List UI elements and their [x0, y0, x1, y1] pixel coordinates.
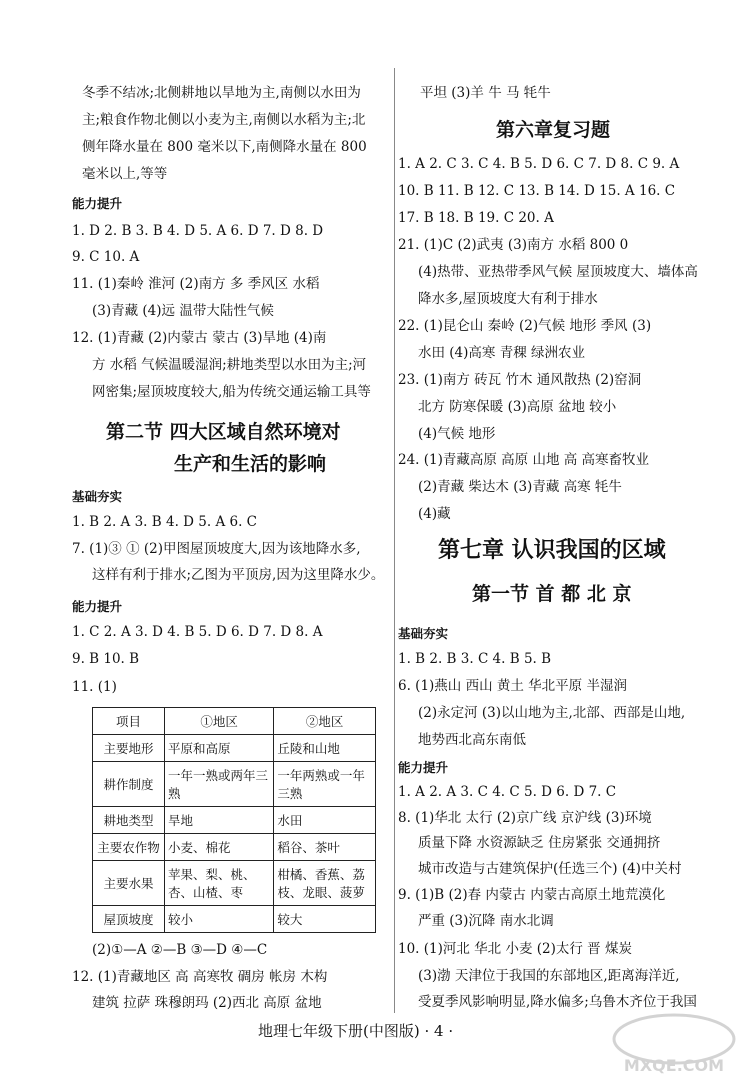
- answer-line: 方 水稻 气候温暖湿润;耕地类型以水田为主;河: [92, 357, 367, 373]
- answer-line: 17. B 18. B 19. C 20. A: [398, 210, 554, 226]
- section-title: 第一节 首 都 北 京: [472, 583, 632, 605]
- answer-line: 10. B 11. B 12. C 13. B 14. D 15. A 16. C: [398, 183, 676, 199]
- answer-line: 23. (1)南方 砖瓦 竹木 通风散热 (2)窑洞: [398, 372, 642, 388]
- table-cell: 较小: [164, 906, 273, 933]
- label-basic: 基础夯实: [72, 489, 123, 504]
- answer-line: 7. (1)③ ① (2)甲图屋顶坡度大,因为该地降水多,: [72, 541, 361, 557]
- answer-line: 9. B 10. B: [72, 651, 140, 667]
- answer-line: 地势西北高东南低: [418, 732, 526, 748]
- table-cell: 苹果、梨、桃、杏、山楂、枣: [164, 861, 273, 906]
- answer-line: 1. A 2. C 3. C 4. B 5. D 6. C 7. D 8. C 9. A: [398, 156, 680, 172]
- answer-line: (4)藏: [418, 506, 451, 522]
- page-footer: 地理七年级下册(中图版) · 4 ·: [258, 1022, 454, 1040]
- table-row: [93, 906, 376, 933]
- answer-line: 24. (1)青藏高原 高原 山地 高 高寒畜牧业: [398, 452, 650, 468]
- answer-line: 10. (1)河北 华北 小麦 (2)太行 晋 煤炭: [398, 941, 632, 957]
- answer-line: 1. C 2. A 3. D 4. B 5. D 6. D 7. D 8. A: [72, 624, 323, 640]
- text-line: 冬季不结冰;北侧耕地以旱地为主,南侧以水田为: [82, 85, 361, 101]
- table-cell: 柑橘、香蕉、荔枝、龙眼、菠萝: [274, 861, 376, 906]
- label-ability: 能力提升: [72, 196, 123, 211]
- answer-line: (2)青藏 柴达木 (3)青藏 高寒 牦牛: [418, 479, 622, 495]
- text-line: 主;粮食作物北侧以小麦为主,南侧以水稻为主;北: [82, 112, 366, 128]
- table-row: [93, 861, 376, 906]
- answer-line: 12. (1)青藏 (2)内蒙古 蒙古 (3)旱地 (4)南: [72, 330, 327, 346]
- table-cell: 较大: [274, 906, 376, 933]
- answer-line: 1. B 2. B 3. C 4. B 5. B: [398, 651, 552, 667]
- answer-line: 北方 防寒保暖 (3)高原 盆地 较小: [418, 399, 617, 415]
- answer-line: (3)青藏 (4)远 温带大陆性气候: [92, 303, 274, 319]
- answer-line: 1. D 2. B 3. B 4. D 5. A 6. D 7. D 8. D: [72, 223, 324, 239]
- answer-line: 8. (1)华北 太行 (2)京广线 京沪线 (3)环境: [398, 810, 652, 826]
- table-row: [93, 735, 376, 762]
- answer-line: 22. (1)昆仑山 秦岭 (2)气候 地形 季风 (3): [398, 318, 652, 334]
- section-title: 第二节 四大区域自然环境对: [106, 421, 341, 443]
- answer-line: 9. (1)B (2)春 内蒙古 内蒙古高原土地荒漠化: [398, 887, 666, 903]
- answer-line: 11. (1): [72, 679, 117, 695]
- column-divider: [394, 68, 395, 1013]
- comparison-table: [92, 707, 376, 933]
- answer-line: 12. (1)青藏地区 高 高寒牧 碉房 帐房 木构: [72, 969, 328, 985]
- answer-line: 21. (1)C (2)武夷 (3)南方 水稻 800 0: [398, 237, 629, 253]
- text-line: 毫米以上,等等: [82, 166, 168, 182]
- chapter-title: 第七章 认识我国的区域: [438, 538, 666, 563]
- label-ability: 能力提升: [398, 760, 449, 775]
- table-cell: 主要地形: [93, 735, 165, 762]
- table-row: [93, 762, 376, 807]
- text-line: 侧年降水量在 800 毫米以下,南侧降水量在 800: [82, 139, 367, 155]
- table-header-row: [93, 708, 376, 735]
- answer-line: 这样有利于排水;乙图为平顶房,因为这里降水少。: [92, 567, 385, 583]
- answer-line: 严重 (3)沉降 南水北调: [418, 913, 554, 929]
- table-cell: 小麦、棉花: [164, 834, 273, 861]
- watermark-text: MXQE.COM: [623, 1056, 725, 1075]
- answer-line: 9. C 10. A: [72, 249, 140, 265]
- answer-line: 受夏季风影响明显,降水偏多;乌鲁木齐位于我国: [418, 994, 697, 1010]
- label-basic: 基础夯实: [398, 626, 449, 641]
- table-cell: 稻谷、茶叶: [274, 834, 376, 861]
- section-title: 生产和生活的影响: [174, 453, 327, 475]
- table-cell: 屋顶坡度: [93, 906, 165, 933]
- answer-line: 1. B 2. A 3. B 4. D 5. A 6. C: [72, 514, 257, 530]
- table-cell: 旱地: [164, 807, 273, 834]
- chapter-review-title: 第六章复习题: [496, 119, 611, 141]
- answer-line: 网密集;屋顶坡度较大,船为传统交通运输工具等: [92, 384, 371, 400]
- table-cell: 水田: [274, 807, 376, 834]
- label-ability: 能力提升: [72, 599, 123, 614]
- table-cell: 平原和高原: [164, 735, 273, 762]
- table-row: [93, 807, 376, 834]
- answer-line: 11. (1)秦岭 淮河 (2)南方 多 季风区 水稻: [72, 276, 320, 292]
- table-cell: 一年两熟或一年三熟: [274, 762, 376, 807]
- answer-line: (4)气候 地形: [418, 426, 496, 442]
- table-row: [93, 834, 376, 861]
- table-cell: 一年一熟或两年三熟: [164, 762, 273, 807]
- table-cell: 耕作制度: [93, 762, 165, 807]
- answer-line: (2)永定河 (3)以山地为主,北部、西部是山地,: [418, 705, 686, 721]
- table-cell: 丘陵和山地: [274, 735, 376, 762]
- table-header-cell: ②地区: [274, 708, 376, 735]
- answer-line: (2)①—A ②—B ③—D ④—C: [92, 942, 268, 958]
- answer-line: 水田 (4)高寒 青稞 绿洲农业: [418, 345, 585, 361]
- table-header-cell: ①地区: [164, 708, 273, 735]
- watermark-logo-icon: [604, 1009, 744, 1079]
- answer-line: (3)渤 天津位于我国的东部地区,距离海洋近,: [418, 968, 680, 984]
- answer-line: 1. A 2. A 3. C 4. C 5. D 6. D 7. C: [398, 784, 617, 800]
- answer-line: 质量下降 水资源缺乏 住房紧张 交通拥挤: [418, 835, 661, 851]
- answer-line: 建筑 拉萨 珠穆朗玛 (2)西北 高原 盆地: [92, 995, 322, 1011]
- table-cell: 主要水果: [93, 861, 165, 906]
- answer-line: 6. (1)燕山 西山 黄土 华北平原 半湿润: [398, 678, 627, 694]
- table-header-cell: 项目: [93, 708, 165, 735]
- answer-line: 降水多,屋顶坡度大有利于排水: [418, 291, 598, 307]
- answer-line: (4)热带、亚热带季风气候 屋顶坡度大、墙体高: [418, 264, 698, 280]
- answer-line: 城市改造与古建筑保护(任选三个) (4)中关村: [418, 861, 682, 877]
- table-cell: 耕地类型: [93, 807, 165, 834]
- table-cell: 主要农作物: [93, 834, 165, 861]
- answer-line: 平坦 (3)羊 牛 马 牦牛: [420, 85, 551, 101]
